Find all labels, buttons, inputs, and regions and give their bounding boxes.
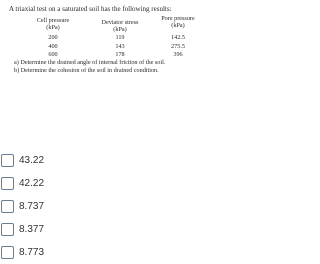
table-cell: 142.5: [171, 34, 185, 41]
question-image: [0, 0, 200, 138]
checkbox-icon[interactable]: [1, 223, 14, 236]
answer-option-3[interactable]: [0, 194, 200, 218]
header-pore-pressure: [155, 15, 201, 29]
table-cell: 275.5: [171, 43, 185, 50]
checkbox-icon[interactable]: [1, 154, 14, 167]
answer-option-label: 42.22: [19, 177, 45, 189]
header-cell-pressure-title: Cell pressure: [36, 17, 70, 24]
checkbox-icon[interactable]: [1, 200, 14, 213]
table-cell: 400: [48, 43, 58, 50]
answer-option-5[interactable]: [0, 240, 200, 264]
header-cell-pressure: [30, 17, 76, 31]
table-cell: 178: [115, 51, 125, 58]
header-deviator-stress-unit: (kPa): [113, 26, 127, 33]
answer-option-label: 8.377: [19, 223, 45, 235]
table-cell: 119: [115, 34, 125, 41]
checkbox-icon[interactable]: [1, 177, 14, 190]
question-part-a: a) Determine the drained angle of internal friction of the soil.: [14, 59, 166, 66]
question-part-b: b) Determine the cohesion of the soil in drained condition.: [14, 67, 159, 74]
answer-option-1[interactable]: [0, 148, 200, 172]
table-cell: 600: [48, 51, 58, 58]
table-cell: 396: [173, 51, 183, 58]
answer-option-label: 8.773: [19, 246, 45, 258]
header-deviator-stress-title: Deviator stress: [101, 19, 139, 26]
header-pore-pressure-unit: (kPa): [171, 22, 185, 29]
header-deviator-stress: [94, 19, 146, 33]
answer-option-4[interactable]: [0, 217, 200, 241]
header-pore-pressure-title: Pore pressure: [161, 15, 195, 22]
answer-option-label: 43.22: [19, 154, 45, 166]
table-cell: 200: [48, 34, 58, 41]
checkbox-icon[interactable]: [1, 246, 14, 259]
header-cell-pressure-unit: (kPa): [46, 24, 60, 31]
table-cell: 143: [115, 43, 125, 50]
question-intro: A triaxial test on a saturated soil has the following results:: [9, 5, 172, 13]
answer-option-label: 8.737: [19, 200, 45, 212]
answer-option-2[interactable]: [0, 171, 200, 195]
